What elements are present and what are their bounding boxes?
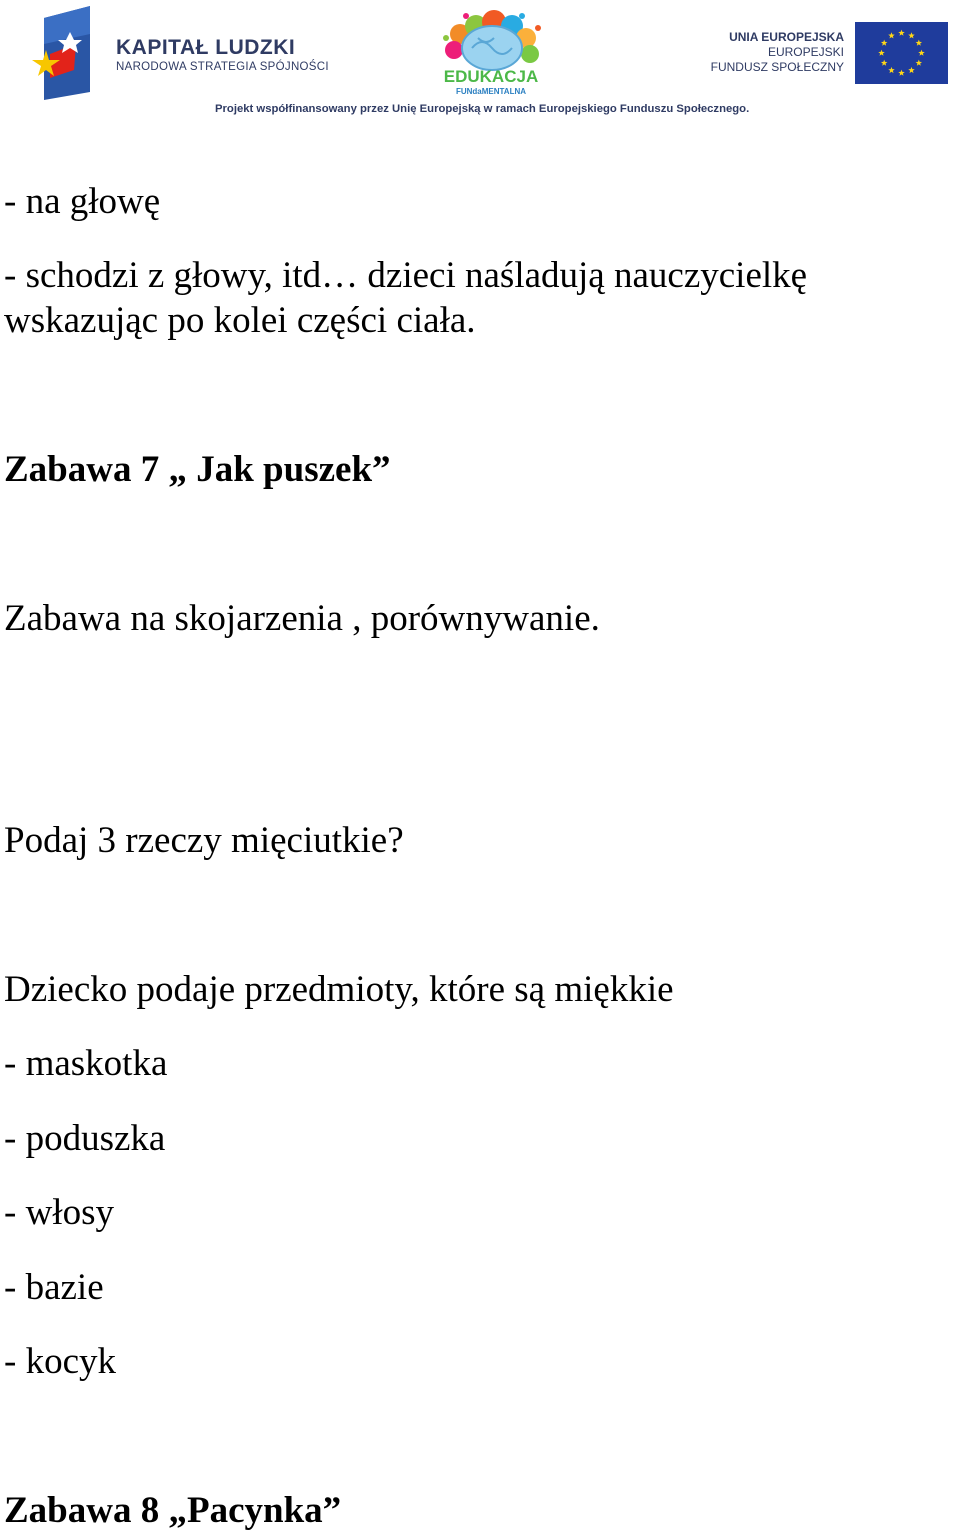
zabawa7-heading: Zabawa 7 „ Jak puszek” — [4, 449, 391, 490]
list-item-poduszka: - poduszka — [4, 1118, 166, 1159]
question-text: Podaj 3 rzeczy mięciutkie? — [4, 820, 404, 861]
list-item-kocyk: - kocyk — [4, 1341, 116, 1382]
kapital-ludzki-logo — [30, 4, 96, 102]
eu-flag-icon — [855, 22, 948, 84]
kapital-ludzki-title: KAPITAŁ LUDZKI — [116, 36, 296, 59]
kapital-ludzki-text — [116, 36, 329, 74]
eu-text-block — [711, 30, 844, 75]
zabawa7-description: Zabawa na skojarzenia , porównywanie. — [4, 598, 600, 639]
edukacja-label: EDUKACJA — [443, 67, 539, 86]
eu-fund-label-2: FUNDUSZ SPOŁECZNY — [710, 60, 844, 74]
project-cofinancing-note: Projekt współfinansowany przez Unię Europejską w ramach Europejskiego Funduszu Społecznego. — [215, 103, 750, 115]
eu-fund-label-1: EUROPEJSKI — [767, 45, 844, 59]
text-line-wskazujac: wskazując po kolei części ciała. — [4, 300, 476, 341]
list-item-maskotka: - maskotka — [4, 1043, 168, 1084]
kapital-ludzki-subtitle: NARODOWA STRATEGIA SPÓJNOŚCI — [116, 61, 329, 73]
eu-union-label: UNIA EUROPEJSKA — [729, 30, 844, 44]
text-line-head: - na głowę — [4, 181, 161, 222]
list-item-wlosy: - włosy — [4, 1192, 114, 1233]
zabawa8-heading: Zabawa 8 „Pacynka” — [4, 1490, 342, 1531]
text-line-schodzi: - schodzi z głowy, itd… dzieci naśladują nauczycielkę — [4, 255, 808, 296]
list-item-bazie: - bazie — [4, 1267, 104, 1308]
answer-intro: Dziecko podaje przedmioty, które są miękkie — [4, 969, 674, 1010]
page-header — [0, 0, 960, 125]
fundamentalna-label: FUNdaMENTALNA — [455, 87, 527, 96]
edukacja-fundamentalna-logo — [436, 8, 546, 98]
